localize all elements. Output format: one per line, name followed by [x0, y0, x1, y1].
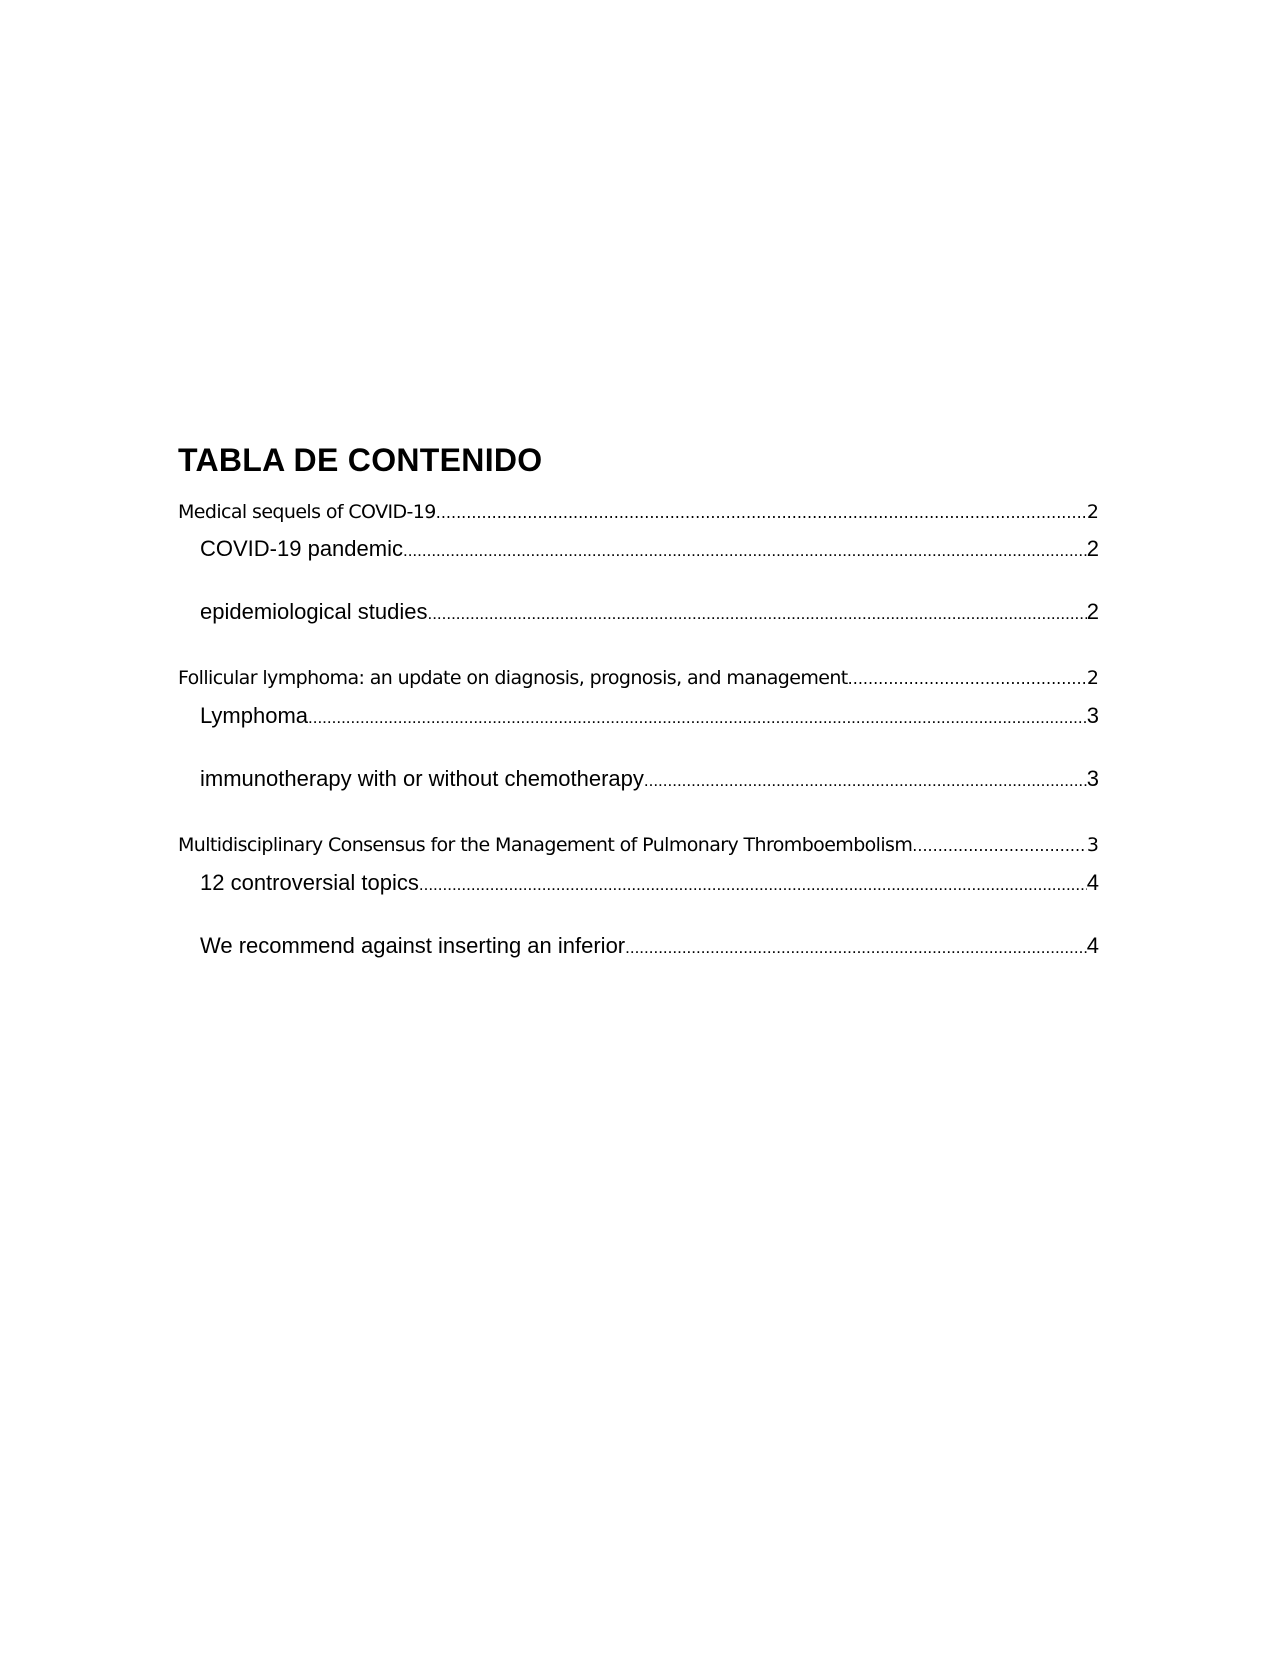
toc-entry-heading[interactable] — [178, 665, 1099, 691]
toc-dot-leader — [625, 933, 1087, 963]
toc-entry-text: 12 controversial topics — [200, 870, 419, 895]
toc-dot-leader — [436, 500, 1087, 526]
toc-entry-subheading[interactable] — [178, 701, 1099, 731]
toc-dot-leader — [912, 833, 1087, 859]
toc-entry-subheading[interactable] — [178, 868, 1099, 898]
toc-entry-text: We recommend against inserting an inferior — [200, 933, 626, 958]
toc-dot-leader — [644, 766, 1087, 796]
toc-page-number: 2 — [1086, 536, 1099, 561]
toc-dot-leader — [419, 870, 1087, 900]
toc-entry-text: Lymphoma — [200, 703, 309, 728]
toc-entry-text: epidemiological studies — [200, 599, 428, 624]
toc-page-number: 2 — [1086, 501, 1099, 523]
toc-entry-heading[interactable] — [178, 832, 1099, 858]
toc-entry-text: Follicular lymphoma: an update on diagnosis, prognosis, and management — [178, 667, 848, 689]
toc-entry-text: Medical sequels of COVID-19 — [178, 501, 436, 523]
toc-entry-subheading[interactable] — [178, 764, 1099, 794]
toc-entry-heading[interactable] — [178, 499, 1099, 525]
toc-entry-subheading[interactable] — [178, 931, 1099, 961]
toc-page-number: 3 — [1086, 766, 1099, 791]
toc-dot-leader — [308, 703, 1087, 733]
toc-page-number: 3 — [1086, 703, 1099, 728]
toc-entry-subheading[interactable] — [178, 534, 1099, 564]
toc-entry-subheading[interactable] — [178, 597, 1099, 627]
toc-page-number: 3 — [1086, 834, 1099, 856]
toc-dot-leader — [403, 536, 1087, 566]
toc-dot-leader — [427, 599, 1086, 629]
toc-dot-leader — [848, 666, 1087, 692]
toc-title: TABLA DE CONTENIDO — [178, 442, 543, 478]
toc-entry-text: immunotherapy with or without chemotherapy — [200, 766, 644, 791]
toc-page-number: 2 — [1086, 599, 1099, 624]
toc-page-number: 4 — [1086, 933, 1099, 958]
toc-page-number: 4 — [1086, 870, 1099, 895]
toc-entry-text: COVID-19 pandemic — [200, 536, 403, 561]
toc-entry-text: Multidisciplinary Consensus for the Management of Pulmonary Thromboembolism — [178, 834, 913, 856]
toc-page-number: 2 — [1086, 667, 1099, 689]
